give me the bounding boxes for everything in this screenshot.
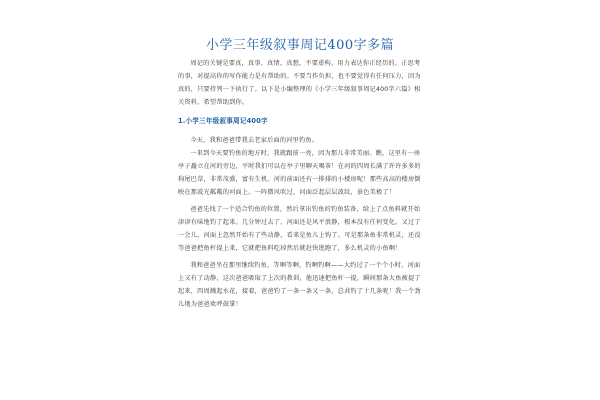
article-paragraph: 一来到今天要钓鱼的地方时，我就跟前一亮，因为那儿非常美丽。瞧，这里有一座亭子矗立在河的旁边，平时我们可以在亭子里聊天喝茶！在河的四周长满了许许多多的狗尾巴草，非常茂盛，富有生机。河的前面还有一排排的小楼房呢！那些高高的楼房倒映在那波光粼粼的河面上。一阵微风吹过，河面泛起层层波纹，景色美极了！	[178, 150, 421, 196]
intro-paragraph: 周记的关键是要真，真事、真情、真想，不要虚构。用力表达你正经历的、正思考的事，对提高你的写作能力是有帮助的。不要当作负担，也不要觉得有任何压力，因为真的，只要持列一下执行了。以下是小编整理的《小学三年级叙事周记400字六篇》相关资料，希望帮助到你。	[178, 60, 421, 106]
section-heading: 1.小学三年级叙事周记400字	[178, 117, 268, 125]
article-body	[178, 57, 426, 311]
article-paragraph: 我和爸爸坐在那里继续钓鱼，等啊等啊，钓啊钓啊——大约过了一个个小时，河面上又有了动静，这次爸爸吸取了上次的教训，他迅速把鱼杆一提，瞬间那条大鱼被提了起来，四周溅起水花，接着，爸爸钓了一条一条又一条，总共钓了十几条呢！我一个劲儿地为爸爸欢呼鼓掌！	[178, 262, 421, 308]
page-title: 小学三年级叙事周记400字多篇	[205, 38, 395, 53]
article-paragraph: 今天，我和爸爸带我去老家后面的河里钓鱼。	[190, 137, 319, 144]
article-paragraph: 爸爸先找了一个适合钓鱼的位置，然后拿出钓鱼的钓鱼装备，给上了点鱼料就开始津津有味地钓了起来。几分钟过去了，河面还是风平浪静，根本没有任何变化。又过了一会儿，河面上忽然开始有了些动静，看来是鱼儿上钩了。可是那条鱼非常机灵，还没等爸爸把鱼杆提上来，它就把鱼料吃掉然后就赶快逃跑了，多么机灵的小鱼啊！	[178, 206, 421, 252]
